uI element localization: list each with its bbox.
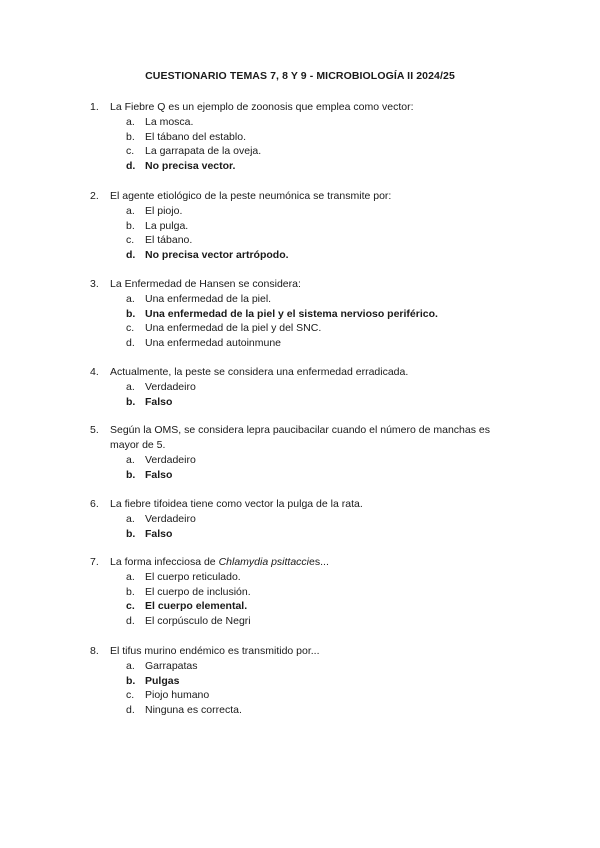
- question-text: 1. La Fiebre Q es un ejemplo de zoonosis que emplea como vector:: [90, 101, 414, 113]
- question-number: 2.: [90, 190, 99, 202]
- option-b-correct: b. Falso: [126, 527, 173, 540]
- option-a: a. Verdadeiro: [126, 381, 196, 393]
- question-number: 6.: [90, 498, 99, 510]
- question-6: [0, 497, 600, 541]
- option-a: a. Verdadeiro: [126, 454, 196, 466]
- question-4: [0, 365, 600, 409]
- option-b-correct: b. Falso: [126, 395, 173, 408]
- option-d-correct: d. No precisa vector.: [126, 159, 236, 172]
- question-text: 2. El agente etiológico de la peste neumónica se transmite por:: [90, 190, 392, 202]
- option-c: c. Piojo humano: [126, 689, 210, 701]
- option-c-correct: c. El cuerpo elemental.: [126, 600, 248, 612]
- option-a: a. Verdadeiro: [126, 513, 196, 525]
- option-a: a. Una enfermedad de la piel.: [126, 293, 272, 305]
- question-text: 4. Actualmente, la peste se considera una enfermedad erradicada.: [90, 366, 409, 378]
- option-b: b. La pulga.: [126, 219, 189, 232]
- question-number: 4.: [90, 366, 99, 378]
- option-b: b. El tábano del establo.: [126, 130, 246, 143]
- option-b-correct: b. Una enfermedad de la piel y el sistema nervioso periférico.: [126, 307, 438, 320]
- question-number: 3.: [90, 278, 99, 290]
- question-text: 8. El tifus murino endémico es transmitido por...: [90, 645, 320, 657]
- option-c: c. La garrapata de la oveja.: [126, 145, 262, 157]
- question-number: 5.: [90, 424, 99, 436]
- question-7: [0, 555, 600, 628]
- question-8: [0, 644, 600, 717]
- question-1: [0, 100, 600, 173]
- option-d: d. El corpúsculo de Negri: [126, 614, 251, 627]
- option-a: a. El piojo.: [126, 205, 183, 217]
- option-b-correct: b. Pulgas: [126, 674, 180, 687]
- option-d: d. Ninguna es correcta.: [126, 703, 242, 716]
- option-a: a. Garrapatas: [126, 660, 198, 672]
- question-3: [0, 277, 600, 350]
- question-text: 7. La forma infecciosa de Chlamydia psittaccies...: [90, 556, 329, 568]
- page-title: CUESTIONARIO TEMAS 7, 8 Y 9 - MICROBIOLOGÍA II 2024/25: [145, 70, 455, 82]
- option-c: c. Una enfermedad de la piel y del SNC.: [126, 322, 322, 334]
- species-name: Chlamydia psittacci: [218, 556, 310, 568]
- option-d: d. Una enfermedad autoinmune: [126, 336, 282, 349]
- option-a: a. La mosca.: [126, 116, 194, 128]
- option-b: b. El cuerpo de inclusión.: [126, 585, 251, 598]
- question-number: 1.: [90, 101, 99, 113]
- question-text: 5. Según la OMS, se considera lepra paucibacilar cuando el número de manchas es mayor de 5.: [90, 424, 490, 451]
- option-d-correct: d. No precisa vector artrópodo.: [126, 248, 289, 261]
- question-text: 6. La fiebre tifoidea tiene como vector la pulga de la rata.: [90, 498, 363, 510]
- question-5: [0, 423, 600, 482]
- question-text: 3. La Enfermedad de Hansen se considera:: [90, 278, 301, 290]
- option-a: a. El cuerpo reticulado.: [126, 571, 241, 583]
- question-number: 8.: [90, 645, 99, 657]
- question-2: [0, 189, 600, 262]
- option-c: c. El tábano.: [126, 234, 193, 246]
- question-number: 7.: [90, 556, 99, 568]
- option-b-correct: b. Falso: [126, 468, 173, 481]
